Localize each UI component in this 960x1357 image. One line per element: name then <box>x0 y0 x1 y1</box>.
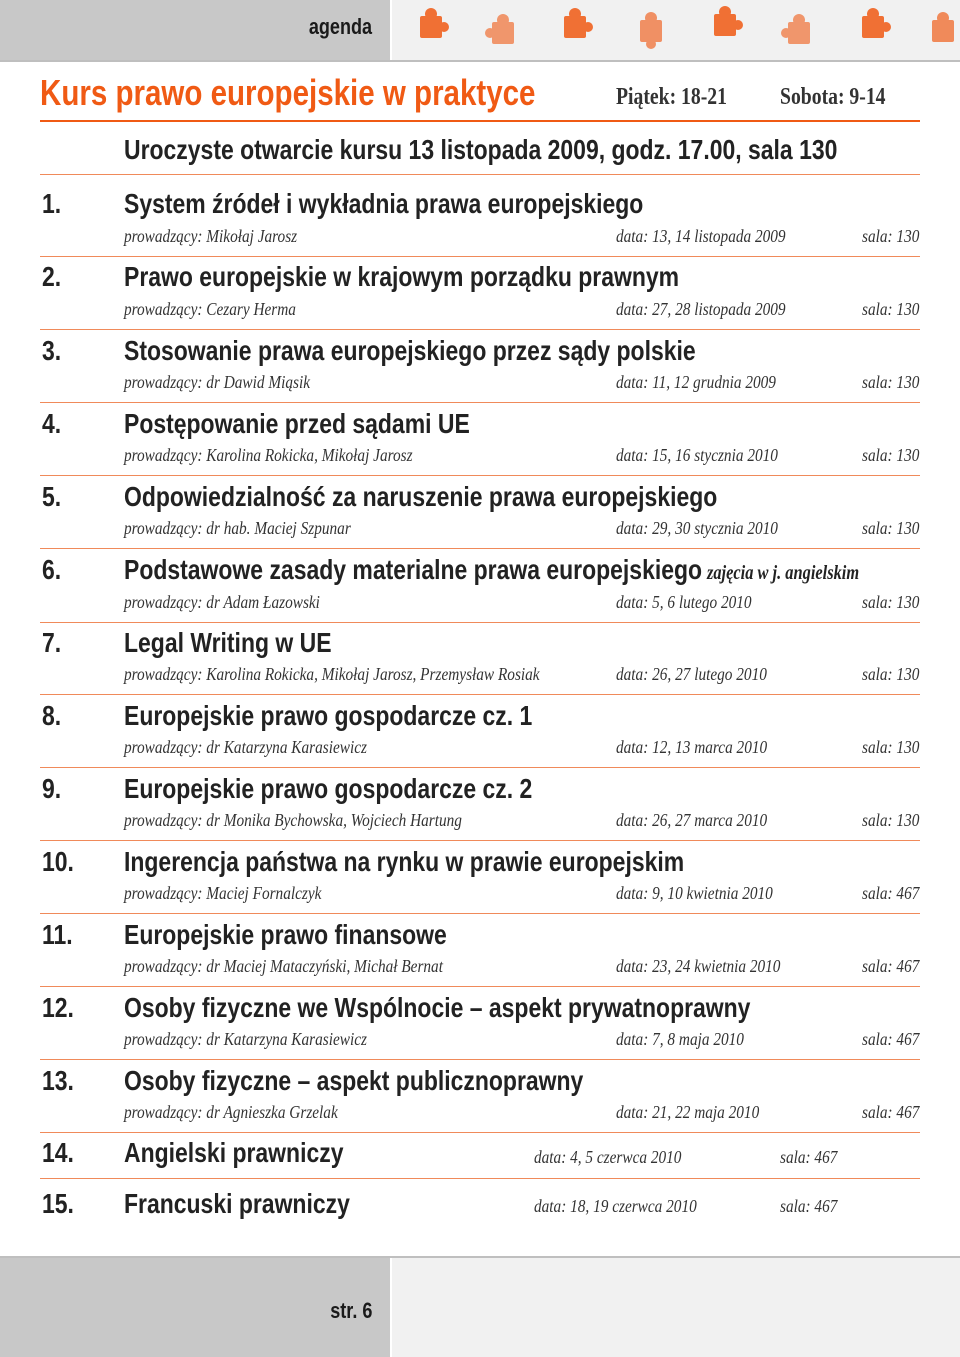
divider <box>40 913 920 914</box>
course-lecturer: prowadzący: Karolina Rokicka, Mikołaj Jarosz, Przemysław Rosiak <box>124 664 540 684</box>
divider <box>40 548 920 549</box>
header-divider <box>0 60 960 62</box>
course-date: data: 26, 27 marca 2010 <box>616 810 768 830</box>
course-room: sala: 130 <box>862 592 920 612</box>
course-title: Postępowanie przed sądami UE <box>124 408 470 439</box>
divider <box>40 475 920 476</box>
header-section-bar <box>0 0 390 60</box>
divider <box>40 1178 920 1179</box>
course-lecturer: prowadzący: dr Katarzyna Karasiewicz <box>124 1029 367 1049</box>
course-title: Stosowanie prawa europejskiego przez sądy polskie <box>124 335 696 366</box>
course-title: Ingerencja państwa na rynku w prawie europejskim <box>124 846 685 877</box>
course-date: data: 18, 19 czerwca 2010 <box>534 1196 697 1216</box>
header-decoration <box>392 0 960 60</box>
page-title: Kurs prawo europejskie w praktyce <box>40 72 536 113</box>
course-room: sala: 467 <box>862 1102 920 1122</box>
course-room: sala: 130 <box>862 299 920 319</box>
course-number: 5. <box>42 481 62 512</box>
course-lecturer: prowadzący: dr Monika Bychowska, Wojciech Hartung <box>124 810 462 830</box>
opening-announcement: Uroczyste otwarcie kursu 13 listopada 2009, godz. 17.00, sala 130 <box>124 134 838 165</box>
course-date: data: 21, 22 maja 2010 <box>616 1102 760 1122</box>
course-room: sala: 130 <box>862 737 920 757</box>
schedule-friday: Piątek: 18-21 <box>616 84 727 110</box>
divider <box>40 986 920 987</box>
course-language-note: zajęcia w j. angielskim <box>706 562 860 584</box>
course-date: data: 7, 8 maja 2010 <box>616 1029 744 1049</box>
divider <box>40 1132 920 1133</box>
course-number: 2. <box>42 261 62 292</box>
course-number: 9. <box>42 773 62 804</box>
course-date: data: 11, 12 grudnia 2009 <box>616 372 776 392</box>
footer-panel <box>392 1258 960 1357</box>
course-number: 13. <box>42 1065 74 1096</box>
course-title: Francuski prawniczy <box>124 1188 350 1219</box>
course-title: Odpowiedzialność za naruszenie prawa europejskiego <box>124 481 718 512</box>
course-room: sala: 130 <box>862 226 920 246</box>
course-room: sala: 130 <box>862 664 920 684</box>
course-title: Europejskie prawo gospodarcze cz. 2 <box>124 773 533 804</box>
course-date: data: 15, 16 stycznia 2010 <box>616 445 778 465</box>
course-room: sala: 130 <box>862 518 920 538</box>
course-number: 7. <box>42 627 62 658</box>
divider <box>40 174 920 175</box>
course-number: 8. <box>42 700 62 731</box>
course-date: data: 26, 27 lutego 2010 <box>616 664 767 684</box>
divider <box>40 622 920 623</box>
course-number: 12. <box>42 992 74 1023</box>
course-lecturer: prowadzący: dr hab. Maciej Szpunar <box>124 518 351 538</box>
page-number: str. 6 <box>329 1298 372 1323</box>
course-room: sala: 130 <box>862 445 920 465</box>
course-number: 4. <box>42 408 62 439</box>
title-divider <box>40 120 920 122</box>
course-date: data: 4, 5 czerwca 2010 <box>534 1147 682 1167</box>
schedule-saturday: Sobota: 9-14 <box>780 84 886 110</box>
divider <box>40 1059 920 1060</box>
course-date: data: 12, 13 marca 2010 <box>616 737 768 757</box>
course-lecturer: prowadzący: dr Katarzyna Karasiewicz <box>124 737 367 757</box>
course-lecturer: prowadzący: Mikołaj Jarosz <box>124 226 298 246</box>
course-title: Europejskie prawo gospodarcze cz. 1 <box>124 700 533 731</box>
course-lecturer: prowadzący: Karolina Rokicka, Mikołaj Jarosz <box>124 445 413 465</box>
course-room: sala: 467 <box>780 1196 838 1216</box>
puzzle-pieces-decoration <box>392 0 960 60</box>
course-title: Osoby fizyczne we Wspólnocie – aspekt prywatnoprawny <box>124 992 751 1023</box>
course-lecturer: prowadzący: Cezary Herma <box>124 299 296 319</box>
course-lecturer: prowadzący: Maciej Fornalczyk <box>124 883 322 903</box>
course-room: sala: 130 <box>862 372 920 392</box>
course-number: 10. <box>42 846 74 877</box>
course-number: 11. <box>42 919 73 950</box>
footer-page-bar <box>0 1258 390 1357</box>
course-room: sala: 130 <box>862 810 920 830</box>
course-title: Prawo europejskie w krajowym porządku prawnym <box>124 261 680 292</box>
course-number: 15. <box>42 1188 74 1219</box>
course-date: data: 23, 24 kwietnia 2010 <box>616 956 781 976</box>
section-label: agenda <box>308 14 372 39</box>
course-room: sala: 467 <box>780 1147 838 1167</box>
course-room: sala: 467 <box>862 1029 920 1049</box>
course-lecturer: prowadzący: dr Adam Łazowski <box>124 592 320 612</box>
course-number: 14. <box>42 1137 74 1168</box>
divider <box>40 840 920 841</box>
divider <box>40 767 920 768</box>
course-date: data: 5, 6 lutego 2010 <box>616 592 752 612</box>
course-title: System źródeł i wykładnia prawa europejskiego <box>124 188 644 219</box>
course-number: 3. <box>42 335 62 366</box>
course-title: Osoby fizyczne – aspekt publicznoprawny <box>124 1065 584 1096</box>
course-title-text: Podstawowe zasady materialne prawa europejskiego <box>124 554 703 585</box>
course-room: sala: 467 <box>862 883 920 903</box>
course-date: data: 27, 28 listopada 2009 <box>616 299 786 319</box>
course-date: data: 29, 30 stycznia 2010 <box>616 518 778 538</box>
divider <box>40 256 920 257</box>
divider <box>40 402 920 403</box>
course-lecturer: prowadzący: dr Maciej Mataczyński, Michał Bernat <box>124 956 443 976</box>
course-room: sala: 467 <box>862 956 920 976</box>
course-date: data: 9, 10 kwietnia 2010 <box>616 883 773 903</box>
course-title: Legal Writing w UE <box>124 627 332 658</box>
divider <box>40 329 920 330</box>
course-number: 6. <box>42 554 62 585</box>
course-lecturer: prowadzący: dr Agnieszka Grzelak <box>124 1102 338 1122</box>
course-number: 1. <box>42 188 62 219</box>
course-title <box>124 554 859 586</box>
course-lecturer: prowadzący: dr Dawid Miąsik <box>124 372 311 392</box>
course-title: Angielski prawniczy <box>124 1137 344 1168</box>
course-date: data: 13, 14 listopada 2009 <box>616 226 786 246</box>
divider <box>40 694 920 695</box>
course-title: Europejskie prawo finansowe <box>124 919 447 950</box>
